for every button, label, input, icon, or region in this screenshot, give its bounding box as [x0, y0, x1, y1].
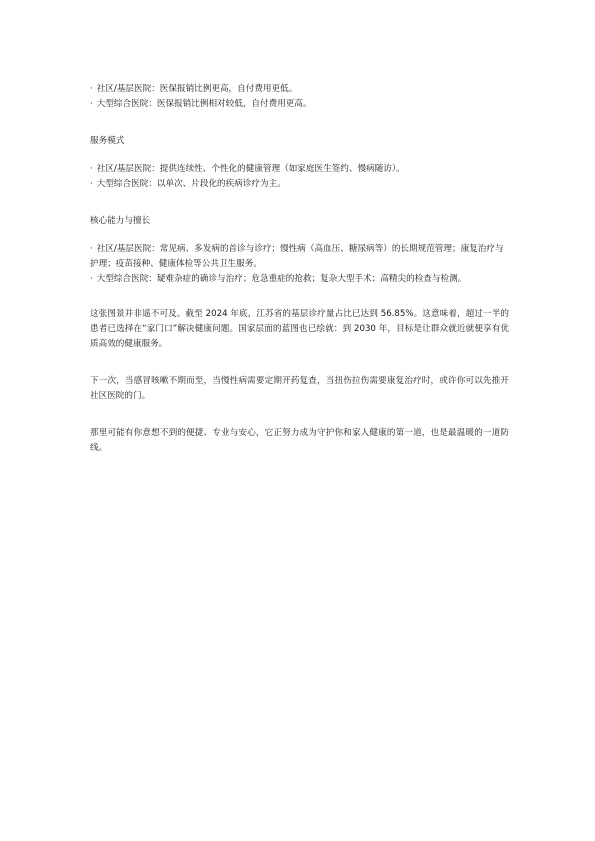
list-item-text: 大型综合医院：疑难杂症的确诊与治疗；危急重症的抢救；复杂大型手术；高精尖的检查与检测。: [96, 274, 467, 284]
bullet-marker: ·: [90, 179, 93, 189]
bullet-marker: ·: [90, 84, 93, 94]
bullet-marker: ·: [90, 274, 93, 284]
paragraph-statistics: 这张图景并非遥不可及。截至 2024 年底，江苏省的基层诊疗量占比已达到 56.85%。这意味着，超过一半的患者已选择在“家门口”解决健康问题。国家层面的蓝图也已绘就：到 2030 年，目标是让群众就近就便享有优质高效的健康服务。: [90, 309, 509, 349]
list-item: [90, 272, 509, 287]
list-item-text: 社区/基层医院：常见病、多发病的首诊与诊疗；慢性病（高血压、糖尿病等）的长期规范管理；康复治疗与护理；疫苗接种、健康体检等公共卫生服务。: [90, 244, 504, 269]
list-item: [90, 82, 509, 97]
list-item: [90, 162, 509, 177]
ability-list: [90, 242, 509, 287]
cost-list: [90, 82, 509, 112]
list-item: [90, 97, 509, 112]
list-item-text: 社区/基层医院：医保报销比例更高，自付费用更低。: [96, 84, 298, 94]
list-item-text: 社区/基层医院：提供连续性、个性化的健康管理（如家庭医生签约、慢病随访）。: [96, 164, 405, 174]
paragraph-next-time: 下一次，当感冒咳嗽不期而至，当慢性病需要定期开药复查，当扭伤拉伤需要康复治疗时，或许你可以先推开社区医院的门。: [90, 376, 509, 401]
service-list: [90, 162, 509, 192]
list-item: [90, 177, 509, 192]
section-heading-service: 服务模式: [90, 136, 125, 146]
section-heading-ability: 核心能力与擅长: [90, 216, 151, 226]
list-item-text: 大型综合医院：医保报销比例相对较低，自付费用更高。: [96, 99, 312, 109]
paragraph-closing: 那里可能有你意想不到的便捷、专业与安心，它正努力成为守护你和家人健康的第一道，也是最温暖的一道防线。: [90, 428, 509, 453]
bullet-marker: ·: [90, 164, 93, 174]
list-item: [90, 242, 509, 272]
bullet-marker: ·: [90, 99, 93, 109]
bullet-marker: ·: [90, 244, 93, 254]
list-item-text: 大型综合医院：以单次、片段化的疾病诊疗为主。: [96, 179, 286, 189]
